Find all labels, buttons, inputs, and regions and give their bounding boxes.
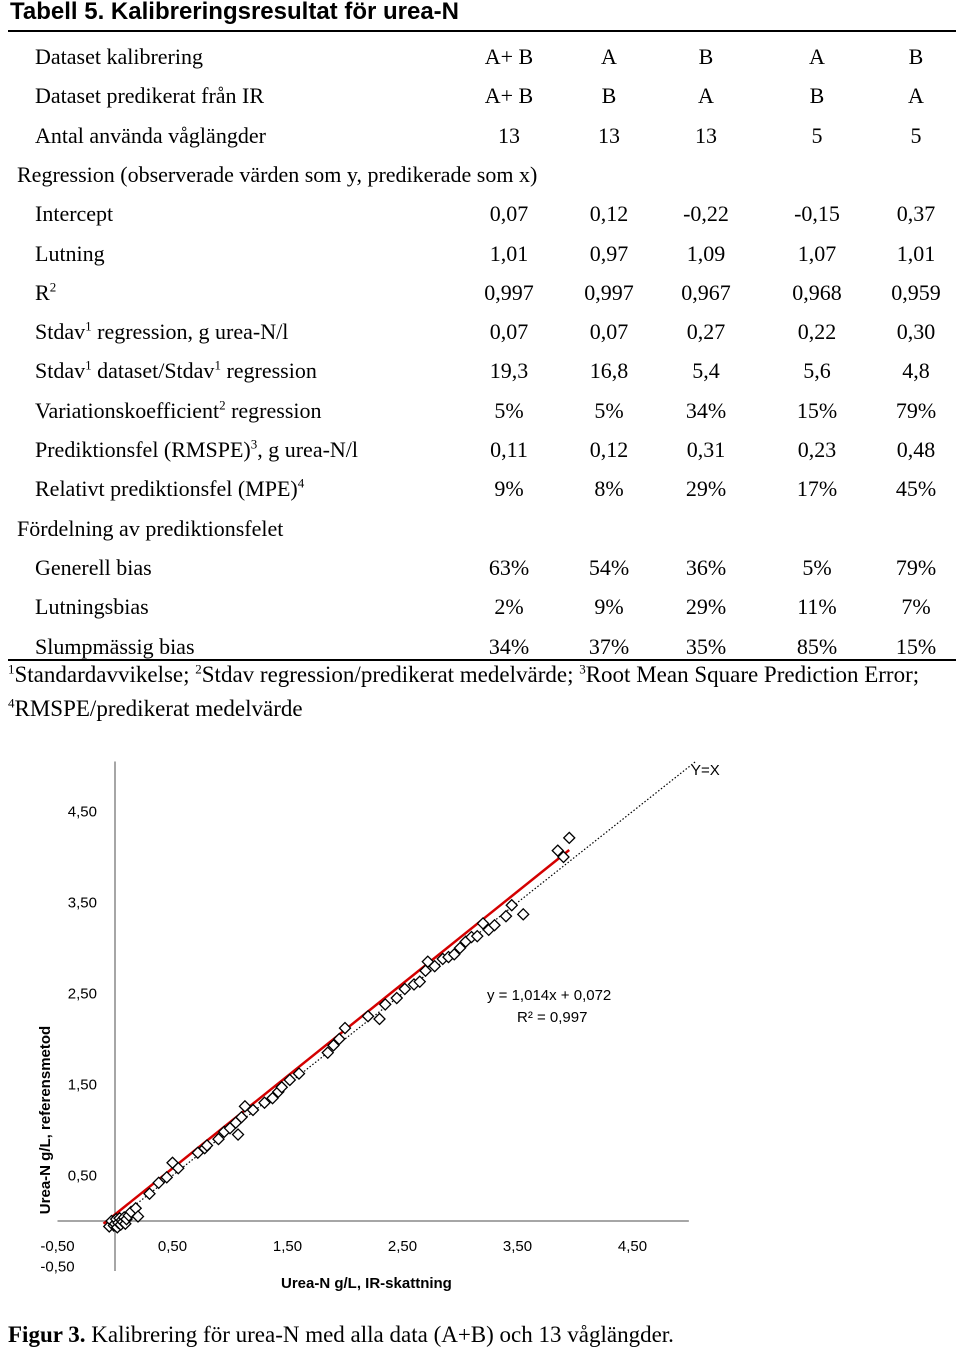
data-point-diamond — [506, 900, 517, 911]
table-row — [0, 469, 960, 508]
regression-equation: y = 1,014x + 0,072 — [487, 987, 612, 1004]
table-cell: B — [698, 44, 714, 69]
row-label-text: Generell bias — [35, 554, 152, 580]
table-cell: 5 — [811, 122, 823, 148]
table-cell: 0,97 — [589, 240, 629, 266]
table-cell: 0,31 — [686, 437, 726, 462]
footnote-text: Root Mean Square Prediction Error; — [585, 662, 920, 687]
footnote-marker: 3 — [250, 436, 258, 452]
table-cell: 0,48 — [896, 437, 936, 462]
table-cell: -0,15 — [794, 201, 840, 227]
figure-caption — [8, 1320, 674, 1350]
footnote-marker: 1 — [8, 661, 15, 677]
table-cell: 13 — [695, 122, 717, 148]
table-cell: 0,968 — [792, 279, 842, 305]
row-label — [35, 587, 149, 626]
calibration-scatter-chart — [0, 740, 960, 1320]
table-cell: 9% — [594, 594, 624, 620]
x-tick-label: 3,50 — [502, 1238, 533, 1255]
y-tick-label: -0,50 — [40, 1258, 75, 1276]
table-row — [0, 587, 960, 626]
data-point-diamond — [501, 911, 512, 922]
table-cell: B — [601, 83, 617, 109]
table-cell: A — [601, 44, 617, 69]
footnote-text: Standardavvikelse; — [14, 662, 196, 687]
footnote-marker: 2 — [195, 661, 202, 677]
row-label-text: Stdav — [35, 358, 86, 384]
y-tick-label: 3,50 — [67, 894, 97, 912]
table-cell: 0,12 — [589, 437, 629, 462]
row-label — [35, 234, 105, 273]
table-cell: 5 — [910, 122, 922, 148]
table-cell: 15% — [895, 633, 937, 659]
table-cell: A+ B — [484, 44, 534, 69]
row-label-text: regression — [220, 358, 317, 384]
row-label — [35, 391, 322, 430]
footnote-marker: 1 — [214, 358, 221, 374]
table-cell: 85% — [796, 633, 838, 659]
row-label-text: Variationskoefficient — [35, 397, 220, 423]
table-cell: A — [908, 83, 924, 109]
x-tick-label: 2,50 — [387, 1238, 418, 1255]
table-top-rule — [8, 30, 956, 32]
table-cell: 13 — [498, 122, 520, 148]
table-cell: 8% — [594, 476, 624, 502]
footnote-text: Stdav regression/predikerat medelvärde; — [201, 662, 580, 687]
table-cell: 0,22 — [797, 319, 837, 345]
row-label-text: Dataset predikerat från IR — [35, 83, 265, 109]
table-cell: 0,37 — [896, 201, 936, 227]
table-footnote — [8, 658, 958, 726]
y-tick-label: 4,50 — [67, 803, 97, 821]
row-label-text: Slumpmässig bias — [35, 633, 195, 659]
table-row — [0, 116, 960, 155]
row-label — [35, 76, 264, 115]
footnote-marker: 2 — [219, 397, 226, 413]
figure-caption-label: Figur 3. — [8, 1322, 86, 1347]
table-cell: 29% — [685, 476, 727, 502]
footnote-marker: 4 — [8, 695, 15, 711]
table-section-row — [0, 155, 960, 194]
row-label-text: Antal använda våglängder — [35, 122, 266, 148]
footnote-marker: 3 — [579, 661, 586, 677]
table-cell: 34% — [685, 397, 727, 423]
footnote-marker: 2 — [49, 279, 57, 295]
table-cell: 36% — [685, 554, 727, 580]
table-cell: 4,8 — [902, 358, 930, 384]
row-label-text: Lutningsbias — [35, 594, 149, 620]
table-cell: 7% — [901, 594, 931, 620]
row-label-text: , g urea-N/l — [257, 437, 359, 462]
row-label-text: Lutning — [35, 240, 105, 266]
table-cell: 2% — [494, 594, 524, 620]
row-label — [35, 351, 317, 390]
table-row — [0, 194, 960, 233]
data-point-diamond — [363, 1011, 374, 1022]
table-cell: 63% — [488, 554, 530, 580]
table-cell: 1,01 — [896, 240, 936, 266]
row-label-text: Dataset kalibrering — [35, 44, 203, 69]
figure-caption-text: Kalibrering för urea-N med alla data (A+B) och 13 våglängder. — [85, 1322, 674, 1347]
table-cell: 5% — [594, 397, 624, 423]
table-cell: A — [809, 44, 825, 69]
table-cell: 37% — [588, 633, 630, 659]
row-label-text: regression, g urea-N/l — [91, 319, 289, 345]
x-tick-label: 1,50 — [272, 1238, 303, 1255]
table-cell: 5% — [494, 397, 524, 423]
row-label-text: regression — [225, 397, 322, 423]
table-cell: 17% — [796, 476, 838, 502]
row-label — [35, 430, 358, 469]
table-row — [0, 548, 960, 587]
footnote-text: RMSPE/predikerat medelvärde — [14, 696, 303, 721]
table-cell: 0,959 — [891, 279, 941, 305]
table-cell: 1,09 — [686, 240, 726, 266]
table-cell: 0,967 — [681, 279, 731, 305]
table-cell: 11% — [797, 594, 837, 620]
x-tick-label: 4,50 — [617, 1238, 648, 1255]
r-squared-label: R² = 0,997 — [517, 1009, 588, 1026]
footnote-marker: 1 — [85, 318, 92, 334]
row-label — [35, 548, 152, 587]
table-cell: 0,11 — [490, 437, 528, 462]
row-label — [35, 469, 304, 508]
table-row — [0, 37, 960, 76]
table-cell: 45% — [895, 476, 937, 502]
table-cell: B — [809, 83, 825, 109]
table-cell: 15% — [796, 397, 838, 423]
table-cell: 54% — [588, 554, 630, 580]
table-row — [0, 234, 960, 273]
table-cell: 0,997 — [584, 279, 634, 305]
row-label — [35, 194, 113, 233]
footnote-marker: 1 — [85, 358, 92, 374]
row-label-text: R — [35, 279, 50, 305]
row-label — [35, 37, 203, 76]
data-point-diamond — [374, 1013, 385, 1024]
table-cell: 5% — [802, 554, 832, 580]
row-label — [35, 116, 266, 155]
table-cell: A+ B — [484, 83, 534, 109]
table-title: Tabell 5. Kalibreringsresultat för urea-N — [10, 0, 460, 25]
table-cell: 0,997 — [484, 279, 534, 305]
data-point-diamond — [233, 1129, 244, 1140]
table-cell: 35% — [685, 633, 727, 659]
y-tick-label: 1,50 — [67, 1076, 97, 1094]
reference-line-label: Y=X — [691, 762, 720, 779]
table-row — [0, 430, 960, 469]
table-cell: 0,12 — [589, 201, 629, 227]
row-label-text: Intercept — [35, 201, 114, 227]
row-label-text: dataset/Stdav — [91, 358, 215, 384]
footnote-marker: 4 — [297, 475, 305, 491]
table-cell: 19,3 — [489, 358, 529, 384]
table-row — [0, 273, 960, 312]
table-cell: 0,07 — [489, 201, 529, 227]
row-label-text: Stdav — [35, 319, 86, 345]
table-cell: 79% — [895, 554, 937, 580]
table-cell: 9% — [494, 476, 524, 502]
table-cell: 34% — [488, 633, 530, 659]
table-row — [0, 312, 960, 351]
table-cell: B — [908, 44, 924, 69]
row-label-text: Fördelning av prediktionsfelet — [17, 515, 284, 541]
table-cell: 79% — [895, 397, 937, 423]
table-cell: -0,22 — [683, 201, 729, 227]
table-cell: 1,01 — [489, 240, 529, 266]
table-cell: 13 — [598, 122, 620, 148]
table-cell: 0,23 — [797, 437, 837, 462]
table-cell: A — [698, 83, 714, 109]
data-point-diamond — [391, 993, 402, 1004]
row-label — [17, 509, 283, 548]
table-cell: 0,30 — [896, 319, 936, 345]
y-axis-title: Urea-N g/L, referensmetod — [37, 1025, 54, 1215]
table-cell: 16,8 — [589, 358, 629, 384]
x-axis-title: Urea-N g/L, IR-skattning — [281, 1275, 452, 1292]
data-point-diamond — [564, 832, 575, 843]
y-tick-label: 2,50 — [67, 985, 97, 1003]
table-cell: 0,07 — [489, 319, 529, 345]
row-label — [17, 155, 537, 194]
table-cell: 1,07 — [797, 240, 837, 266]
table-row — [0, 351, 960, 390]
table-row — [0, 391, 960, 430]
table-cell: 0,27 — [686, 319, 726, 345]
table-cell: 29% — [685, 594, 727, 620]
row-label-text: Prediktionsfel (RMSPE) — [35, 437, 251, 462]
table-cell: 5,4 — [692, 358, 720, 384]
data-point-diamond — [518, 909, 529, 920]
table-section-row — [0, 509, 960, 548]
x-tick-label: -0,50 — [40, 1238, 75, 1255]
table-row — [0, 76, 960, 115]
table-cell: 0,07 — [589, 319, 629, 345]
row-label-text: Relativt prediktionsfel (MPE) — [35, 476, 298, 502]
y-tick-label: 0,50 — [67, 1167, 97, 1185]
row-label — [35, 273, 56, 312]
table-cell: 5,6 — [803, 358, 831, 384]
row-label — [35, 312, 288, 351]
data-points — [104, 832, 575, 1232]
x-tick-label: 0,50 — [157, 1238, 188, 1255]
row-label-text: Regression (observerade värden som y, predikerade som x) — [17, 161, 538, 187]
